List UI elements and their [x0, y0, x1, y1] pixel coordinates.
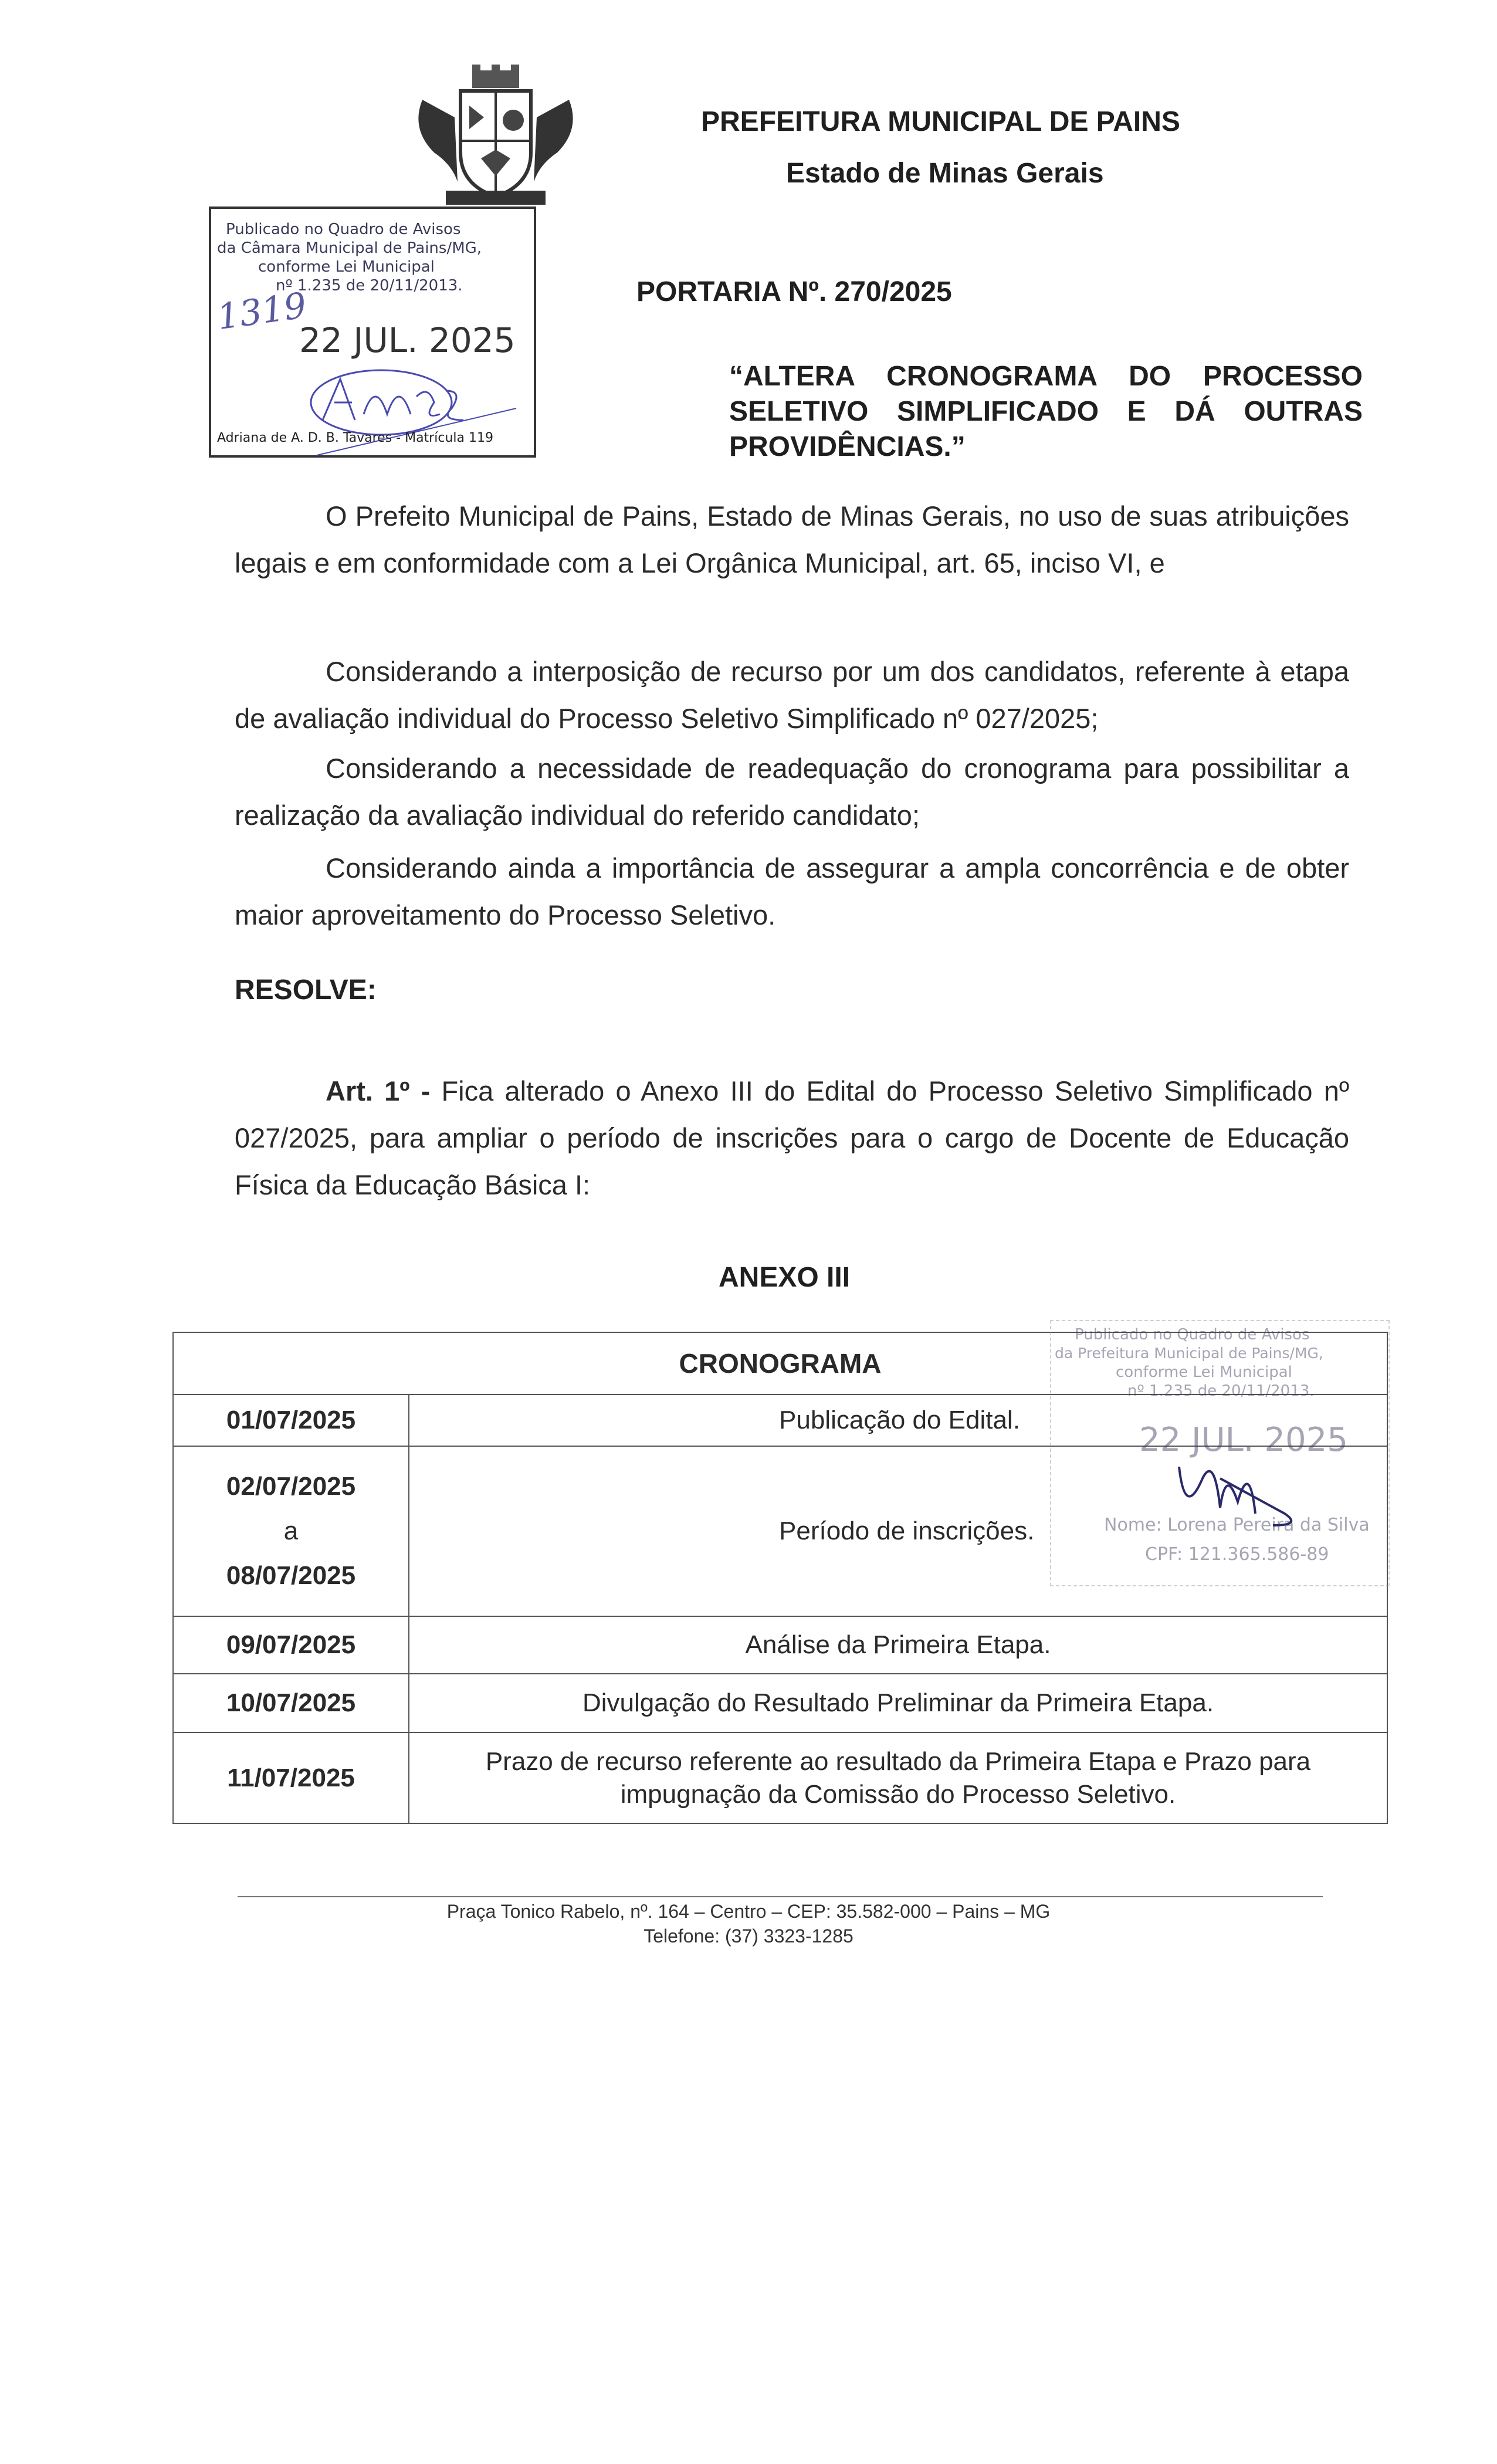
considerando-2: Considerando a necessidade de readequação do cronograma para possibilitar a realização da avaliação individual do referido candidato; — [235, 753, 1349, 831]
stamp-line-4: nº 1.235 de 20/11/2013. — [1127, 1382, 1315, 1400]
org-name: PREFEITURA MUNICIPAL DE PAINS — [701, 106, 1180, 137]
footer-phone: Telefone: (37) 3323-1285 — [643, 1925, 854, 1947]
table-row — [173, 1674, 1387, 1732]
row-date-range — [173, 1446, 409, 1616]
stamp-line-1: Publicado no Quadro de Avisos — [1075, 1326, 1310, 1343]
row-date-from: 02/07/2025 — [226, 1472, 356, 1501]
row-desc: Período de inscrições. — [409, 1446, 1387, 1616]
portaria-title: “ALTERA CRONOGRAMA DO PROCESSO SELETIVO SIMPLIFICADO E DÁ OUTRAS PROVIDÊNCIAS.” — [729, 361, 1363, 462]
stamp-handwritten-number: 1319 — [214, 285, 309, 339]
considerando-3: Considerando ainda a importância de assegurar a ampla concorrência e de obter maior aproveitamento do Processo Seletivo. — [235, 852, 1349, 930]
stamp-line-1: Publicado no Quadro de Avisos — [226, 221, 461, 238]
prefeitura-stamp-signature — [1167, 1443, 1320, 1540]
row-desc: Prazo de recurso referente ao resultado da Primeira Etapa e Prazo para impugnação da Comissão do Processo Seletivo. — [409, 1732, 1387, 1823]
resolve-heading: RESOLVE: — [235, 974, 377, 1006]
table-row — [173, 1732, 1387, 1823]
stamp-signature — [299, 356, 522, 464]
row-desc: Análise da Primeira Etapa. — [409, 1616, 1387, 1674]
considerando-1: Considerando a interposição de recurso por um dos candidatos, referente à etapa de avaliação individual do Processo Seletivo Simplificado nº 027/2025; — [235, 656, 1349, 734]
footer-address: Praça Tonico Rabelo, nº. 164 – Centro – CEP: 35.582-000 – Pains – MG — [446, 1901, 1051, 1922]
row-date-to: 08/07/2025 — [226, 1561, 356, 1590]
annex-title: ANEXO III — [719, 1262, 851, 1293]
article-1 — [235, 1068, 1349, 1209]
row-date: 01/07/2025 — [173, 1395, 409, 1446]
row-date: 10/07/2025 — [173, 1674, 409, 1732]
camara-publication-stamp — [209, 207, 536, 458]
stamp-date: 22 JUL. 2025 — [299, 320, 516, 360]
stamp-line-2: da Câmara Municipal de Pains/MG, — [217, 239, 482, 257]
table-row — [173, 1616, 1387, 1674]
intro-paragraph: O Prefeito Municipal de Pains, Estado de Minas Gerais, no uso de suas atribuições legais e em conformidade com a Lei Orgânica Municipal, art. 65, inciso VI, e — [235, 500, 1349, 578]
row-date: 09/07/2025 — [173, 1616, 409, 1674]
row-desc: Publicação do Edital. — [409, 1395, 1387, 1446]
footer-divider — [238, 1896, 1323, 1897]
portaria-number: PORTARIA Nº. 270/2025 — [636, 276, 952, 307]
stamp-name: Nome: Lorena Pereira da Silva — [1104, 1515, 1370, 1535]
table-header: CRONOGRAMA — [173, 1332, 1387, 1395]
stamp-line-2: da Prefeitura Municipal de Pains/MG, — [1055, 1345, 1323, 1362]
state-name: Estado de Minas Gerais — [786, 158, 1104, 189]
row-desc: Divulgação do Resultado Preliminar da Primeira Etapa. — [409, 1674, 1387, 1732]
article-1-text: Fica alterado o Anexo III do Edital do Processo Seletivo Simplificado nº 027/2025, para ampliar o período de inscrições para o cargo de Docente de Educação Física da Educação Básica I: — [235, 1075, 1350, 1200]
stamp-cpf: CPF: 121.365.586-89 — [1145, 1544, 1329, 1565]
row-date: 11/07/2025 — [173, 1732, 409, 1823]
article-1-label: Art. 1º - — [326, 1075, 431, 1106]
stamp-signer: Adriana de A. D. B. Tavares - Matrícula 119 — [217, 431, 493, 445]
stamp-line-3: conforme Lei Municipal — [258, 258, 435, 276]
stamp-line-3: conforme Lei Municipal — [1116, 1363, 1292, 1381]
stamp-date: 22 JUL. 2025 — [1139, 1421, 1348, 1459]
coat-of-arms-logo — [399, 65, 592, 211]
stamp-line-4: nº 1.235 de 20/11/2013. — [276, 277, 463, 295]
row-date-sep: a — [283, 1517, 299, 1545]
